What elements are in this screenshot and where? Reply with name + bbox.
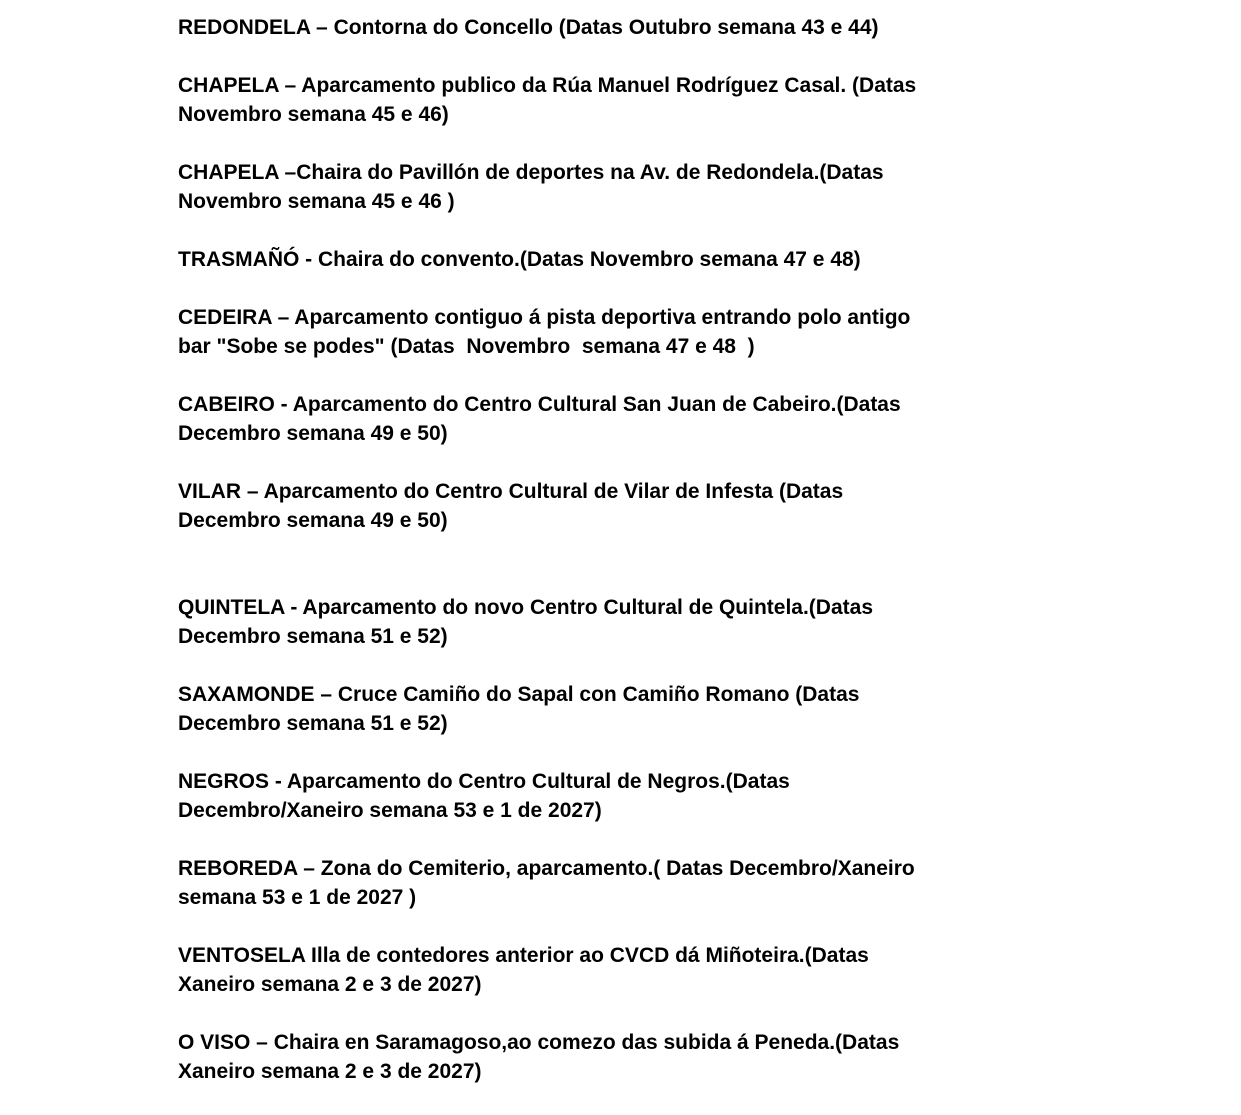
- entry-line: Decembro semana 51 e 52): [178, 712, 448, 735]
- location-schedule-list: [178, 13, 916, 1115]
- entry-line: Decembro semana 49 e 50): [178, 509, 448, 532]
- entry-line: TRASMAÑÓ - Chaira do convento.(Datas Novembro semana 47 e 48): [178, 248, 861, 271]
- entry-line: VILAR – Aparcamento do Centro Cultural de Vilar de Infesta (Datas: [178, 480, 844, 503]
- entry-line: QUINTELA - Aparcamento do novo Centro Cultural de Quintela.(Datas: [178, 596, 873, 619]
- entry-line: Decembro semana 49 e 50): [178, 422, 448, 445]
- schedule-entry: [178, 854, 916, 912]
- entry-line: CHAPELA –Chaira do Pavillón de deportes na Av. de Redondela.(Datas: [178, 161, 884, 184]
- entry-line: Xaneiro semana 2 e 3 de 2027): [178, 973, 482, 996]
- schedule-entry: [178, 303, 916, 361]
- schedule-entry: [178, 941, 916, 999]
- entry-line: NEGROS - Aparcamento do Centro Cultural de Negros.(Datas: [178, 770, 790, 793]
- entry-line: SAXAMONDE – Cruce Camiño do Sapal con Camiño Romano (Datas: [178, 683, 860, 706]
- schedule-entry: [178, 1028, 916, 1086]
- entry-line: O VISO – Chaira en Saramagoso,ao comezo das subida á Peneda.(Datas: [178, 1031, 900, 1054]
- schedule-entry: [178, 245, 916, 274]
- entry-line: bar "Sobe se podes" (Datas Novembro semana 47 e 48 ): [178, 335, 755, 358]
- schedule-entry: [178, 390, 916, 448]
- schedule-entry: [178, 158, 916, 216]
- entry-line: Novembro semana 45 e 46 ): [178, 190, 455, 213]
- schedule-entry: [178, 477, 916, 535]
- entry-line: Decembro semana 51 e 52): [178, 625, 448, 648]
- schedule-entry: [178, 767, 916, 825]
- entry-line: CABEIRO - Aparcamento do Centro Cultural San Juan de Cabeiro.(Datas: [178, 393, 901, 416]
- entry-line: VENTOSELA Illa de contedores anterior ao CVCD dá Miñoteira.(Datas: [178, 944, 869, 967]
- entry-line: CHAPELA – Aparcamento publico da Rúa Manuel Rodríguez Casal. (Datas: [178, 74, 917, 97]
- schedule-entry: [178, 71, 916, 129]
- schedule-entry: [178, 680, 916, 738]
- entry-line: semana 53 e 1 de 2027 ): [178, 886, 417, 909]
- entry-line: CEDEIRA – Aparcamento contiguo á pista deportiva entrando polo antigo: [178, 306, 911, 329]
- schedule-entry: [178, 593, 916, 651]
- entry-line: REBOREDA – Zona do Cemiterio, aparcamento.( Datas Decembro/Xaneiro: [178, 857, 915, 880]
- schedule-entry: [178, 13, 916, 42]
- entry-line: Xaneiro semana 2 e 3 de 2027): [178, 1060, 482, 1083]
- entry-line: Novembro semana 45 e 46): [178, 103, 449, 126]
- entry-line: Decembro/Xaneiro semana 53 e 1 de 2027): [178, 799, 602, 822]
- entry-line: REDONDELA – Contorna do Concello (Datas Outubro semana 43 e 44): [178, 16, 879, 39]
